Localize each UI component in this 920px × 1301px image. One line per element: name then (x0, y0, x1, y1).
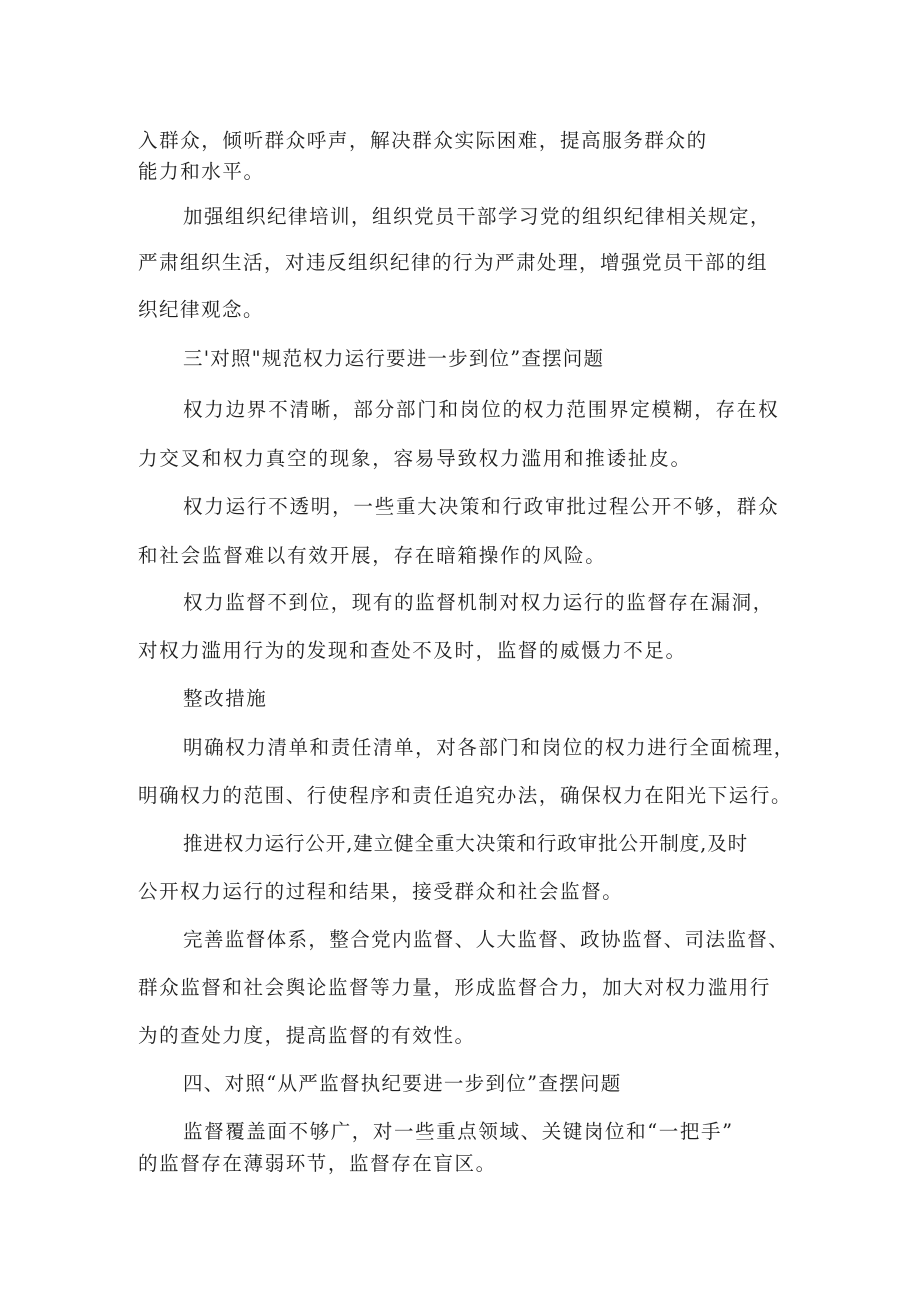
text-line: 对权力滥用行为的发现和查处不及时，监督的威慑力不足。 (138, 639, 687, 662)
paragraph-start: 权力监督不到位，现有的监督机制对权力运行的监督存在漏洞， (183, 591, 774, 614)
paragraph-start: 推进权力运行公开,建立健全重大决策和行政审批公开制度,及时 (183, 832, 748, 855)
paragraph-start: 加强组织纪律培训，组织党员干部学习党的组织纪律相关规定， (183, 205, 772, 228)
text-line: 群众监督和社会舆论监督等力量，形成监督合力，加大对权力滥用行 (138, 976, 772, 999)
text-line: 的监督存在薄弱环节，监督存在盲区。 (138, 1152, 497, 1175)
text-line: 能力和水平。 (138, 160, 265, 183)
subheading-rectification: 整改措施 (183, 687, 268, 710)
text-line: 力交叉和权力真空的现象，容易导致权力滥用和推诿扯皮。 (138, 447, 692, 470)
paragraph-start: 监督覆盖面不够广，对一些重点领域、关键岗位和“一把手” (183, 1120, 734, 1143)
paragraph-start: 明确权力清单和责任清单，对各部门和岗位的权力进行全面梳理， (183, 736, 795, 759)
text-line: 明确权力的范围、行使程序和责任追究办法，确保权力在阳光下运行。 (138, 784, 793, 807)
paragraph-start: 权力运行不透明，一些重大决策和行政审批过程公开不够，群众 (183, 495, 780, 518)
text-line: 入群众，倾听群众呼声，解决群众实际困难，提高服务群众的 (138, 129, 708, 152)
section-heading-4: 四、对照“从严监督执纪要进一步到位”查摆问题 (183, 1072, 622, 1095)
text-line: 公开权力运行的过程和结果，接受群众和社会监督。 (138, 880, 624, 903)
text-line: 为的查处力度，提高监督的有效性。 (138, 1024, 476, 1047)
paragraph-start: 完善监督体系，整合党内监督、人大监督、政协监督、司法监督、 (183, 928, 790, 951)
text-line: 严肃组织生活，对违反组织纪律的行为严肃处理，增强党员干部的组 (138, 251, 769, 274)
text-line: 织纪律观念。 (138, 298, 265, 321)
paragraph-start: 权力边界不清晰，部分部门和岗位的权力范围界定模糊，存在权 (183, 398, 780, 421)
text-line: 和社会监督难以有效开展，存在暗箱操作的风险。 (138, 544, 607, 567)
section-heading-3: 三'对照"规范权力运行要进一步到位”查摆问题 (183, 347, 605, 370)
